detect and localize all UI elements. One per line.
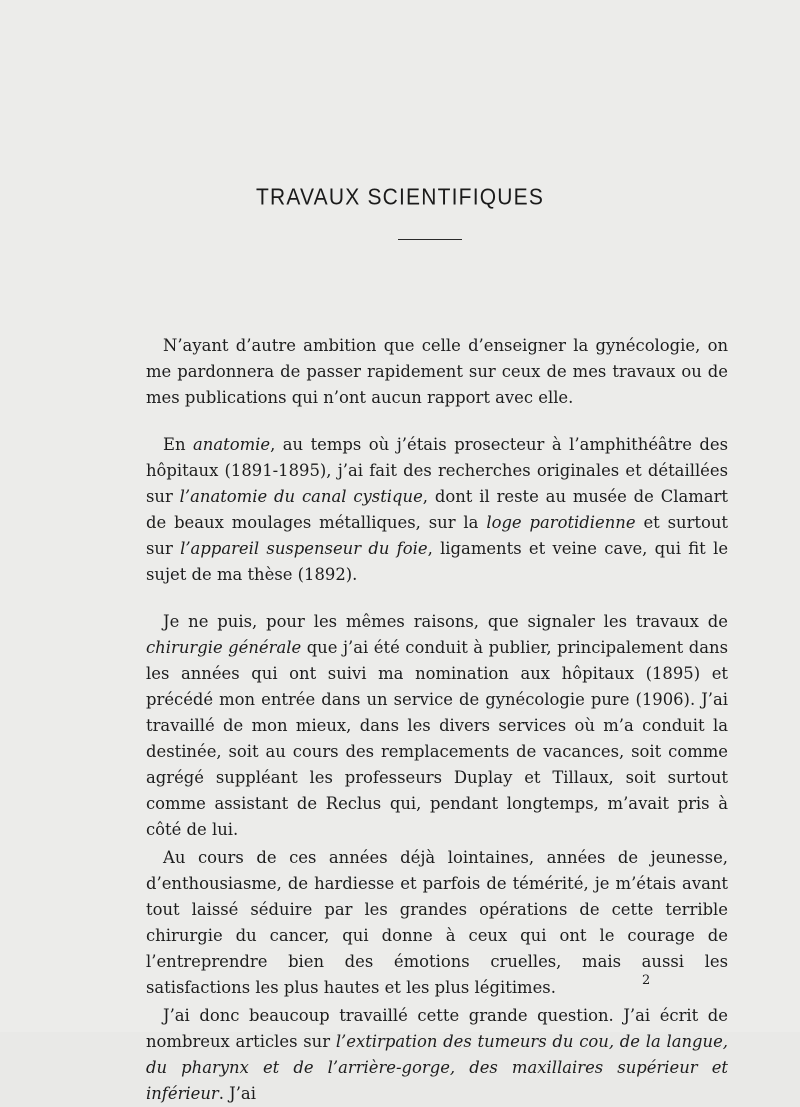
text-run: Je ne puis, pour les mêmes raisons, que signaler les travaux de bbox=[163, 612, 728, 631]
text-run: , ligaments et veine cave, qui fit le sujet de ma thèse (1892). bbox=[146, 539, 729, 584]
emphasis-extirpation: l’extirpation des tumeurs du cou, de la langue, du pharynx et de l’arrière-gorge, des maxillaires supérieur et inférieur bbox=[146, 1032, 729, 1103]
emphasis-canal-cystique: l’anatomie du canal cystique bbox=[179, 487, 423, 506]
page-number: 2 bbox=[642, 973, 651, 988]
paragraph-intro: N’ayant d’autre ambition que celle d’enseigner la gynécologie, on me pardonnera de passer rapidement sur ceux de mes travaux ou de mes publications qui n’ont aucun rapport avec elle. bbox=[146, 336, 728, 407]
text-run: , dont il reste au musée de Clamart de beaux moulages métalliques, sur la bbox=[146, 487, 728, 532]
emphasis-anatomie: anatomie bbox=[193, 435, 271, 454]
text-run: J’ai donc beaucoup travaillé cette grande question. J’ai écrit de nombreux articles sur bbox=[146, 1006, 728, 1051]
paragraph-extirpation bbox=[146, 1003, 728, 1107]
body-text bbox=[146, 333, 728, 1107]
emphasis-loge-parotidienne: loge parotidienne bbox=[486, 513, 636, 532]
paragraph-anatomie bbox=[146, 432, 728, 588]
text-run: En bbox=[163, 435, 194, 454]
paragraph-chirurgie bbox=[146, 609, 728, 843]
emphasis-appareil-suspenseur: l’appareil suspenseur du foie bbox=[180, 539, 428, 558]
text-run: que j’ai été conduit à publier, principalement dans les années qui ont suivi ma nomination aux hôpitaux (1895) et précédé mon entrée dans un service de gynécologie pure (1906). J’ai travaillé de mon mieux, dans les divers services où m’a conduit la destinée, soit au cours des remplacements de vacances, soit comme agrégé suppléant les professeurs Duplay et Tillaux, soit surtout comme assistant de Reclus qui, pendant longtemps, m’avait pris à côté de lui. bbox=[146, 638, 728, 839]
text-run: , au temps où j’étais prosecteur à l’amphithéâtre des hôpitaux (1891-1895), j’ai fait des recherches originales et détaillées sur bbox=[146, 435, 728, 506]
text-run: et surtout sur bbox=[146, 513, 729, 558]
page-title: TRAVAUX SCIENTIFIQUES bbox=[255, 185, 545, 210]
title-divider bbox=[398, 239, 462, 240]
text-run: . J’ai bbox=[218, 1084, 256, 1103]
paragraph-cancer: Au cours de ces années déjà lointaines, années de jeunesse, d’enthousiasme, de hardiesse et parfois de témérité, je m’étais avant tout laissé séduire par les grandes opérations de cette terrible chirurgie du cancer, qui donne à ceux qui ont le courage de l’entreprendre bien des émotions cruelles, mais aussi les satisfactions les plus hautes et les plus légitimes. bbox=[146, 848, 728, 997]
emphasis-chirurgie-generale: chirurgie générale bbox=[146, 638, 302, 657]
